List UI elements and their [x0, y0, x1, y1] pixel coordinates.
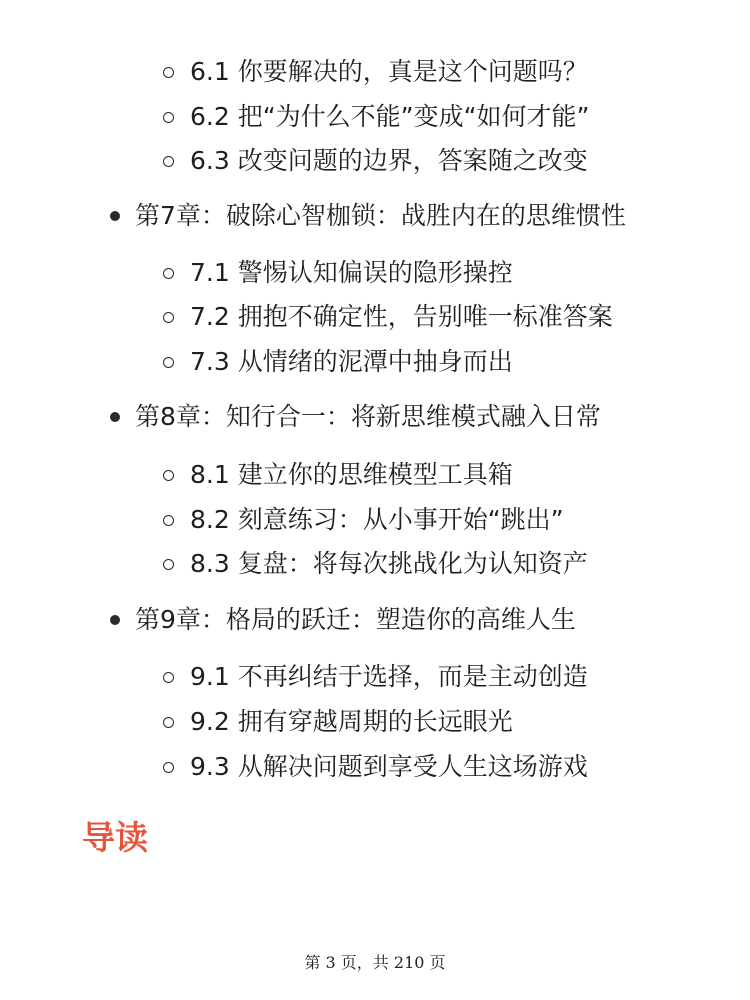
filled-bullet-icon	[110, 615, 120, 625]
toc-section-item	[190, 345, 513, 379]
toc-section-item	[190, 100, 590, 134]
toc-section-item	[190, 503, 564, 537]
hollow-bullet-icon	[163, 357, 174, 368]
toc-item-label: 6.1 你要解决的，真是这个问题吗？	[190, 57, 588, 86]
toc-item-label: 8.2 刻意练习：从小事开始“跳出”	[190, 505, 564, 534]
hollow-bullet-icon	[163, 515, 174, 526]
page-number-footer: 第 3 页，共 210 页	[304, 953, 446, 972]
toc-section-item	[190, 256, 513, 290]
toc-item-label: 7.1 警惕认知偏误的隐形操控	[190, 258, 513, 287]
toc-item-label: 7.2 拥抱不确定性，告别唯一标准答案	[190, 302, 613, 331]
toc-item-label: 9.2 拥有穿越周期的长远眼光	[190, 707, 513, 736]
toc-item-label: 8.1 建立你的思维模型工具箱	[190, 460, 513, 489]
toc-section-item	[190, 300, 613, 334]
hollow-bullet-icon	[163, 156, 174, 167]
toc-section-item	[190, 458, 513, 492]
toc-item-label: 9.3 从解决问题到享受人生这场游戏	[190, 752, 588, 781]
toc-section-item	[190, 705, 513, 739]
hollow-bullet-icon	[163, 268, 174, 279]
section-heading: 导读	[82, 818, 148, 857]
hollow-bullet-icon	[163, 470, 174, 481]
toc-section-item	[190, 547, 588, 581]
toc-item-label: 第7章：破除心智枷锁：战胜内在的思维惯性	[135, 201, 626, 230]
toc-chapter-item	[135, 603, 576, 637]
toc-section-item	[190, 750, 588, 784]
hollow-bullet-icon	[163, 717, 174, 728]
toc-item-label: 8.3 复盘：将每次挑战化为认知资产	[190, 549, 588, 578]
toc-item-label: 6.2 把“为什么不能”变成“如何才能”	[190, 102, 590, 131]
hollow-bullet-icon	[163, 67, 174, 78]
toc-section-item	[190, 660, 588, 694]
toc-item-label: 第9章：格局的跃迁：塑造你的高维人生	[135, 605, 576, 634]
hollow-bullet-icon	[163, 762, 174, 773]
toc-section-item	[190, 144, 588, 178]
hollow-bullet-icon	[163, 112, 174, 123]
toc-item-label: 第8章：知行合一：将新思维模式融入日常	[135, 402, 601, 431]
hollow-bullet-icon	[163, 312, 174, 323]
toc-chapter-item	[135, 400, 601, 434]
toc-chapter-item	[135, 199, 626, 233]
hollow-bullet-icon	[163, 672, 174, 683]
toc-item-label: 7.3 从情绪的泥潭中抽身而出	[190, 347, 513, 376]
filled-bullet-icon	[110, 211, 120, 221]
toc-section-item	[190, 55, 588, 89]
toc-item-label: 9.1 不再纠结于选择，而是主动创造	[190, 662, 588, 691]
hollow-bullet-icon	[163, 559, 174, 570]
filled-bullet-icon	[110, 412, 120, 422]
toc-item-label: 6.3 改变问题的边界，答案随之改变	[190, 146, 588, 175]
